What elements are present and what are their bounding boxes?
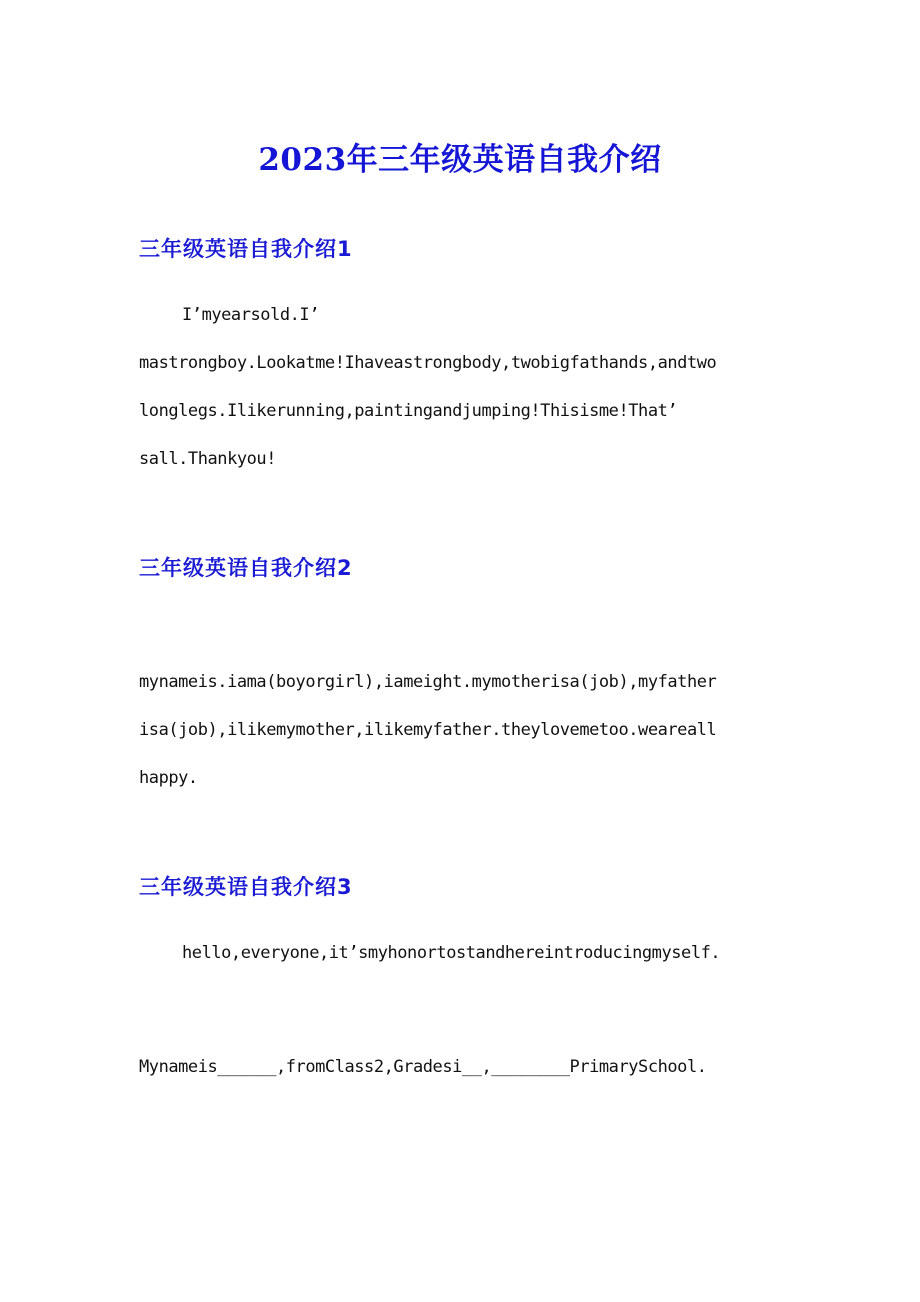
section-3-line-2: Mynameis______,fromClass2,Gradesi__,________PrimarySchool.	[139, 1057, 707, 1077]
document-title: 2023年三年级英语自我介绍	[258, 142, 662, 178]
section-1-line-1: I’myearsold.I’	[182, 305, 319, 325]
section-1-heading: 三年级英语自我介绍1	[139, 237, 353, 261]
section-2-line-2: isa(job),ilikemymother,ilikemyfather.theylovemetoo.weareall	[139, 720, 717, 740]
section-1-line-4: sall.Thankyou!	[139, 449, 276, 469]
section-1-line-3: longlegs.Ilikerunning,paintingandjumping!Thisisme!That’	[139, 401, 678, 421]
section-2-line-1: mynameis.iama(boyorgirl),iameight.mymotherisa(job),myfather	[139, 672, 717, 692]
section-2-heading: 三年级英语自我介绍2	[139, 556, 353, 580]
section-3-line-1: hello,everyone,it’smyhonortostandhereintroducingmyself.	[182, 943, 721, 963]
section-2-line-3: happy.	[139, 768, 198, 788]
section-1-line-2: mastrongboy.Lookatme!Ihaveastrongbody,twobigfathands,andtwo	[139, 353, 717, 373]
section-3-heading: 三年级英语自我介绍3	[139, 875, 353, 899]
